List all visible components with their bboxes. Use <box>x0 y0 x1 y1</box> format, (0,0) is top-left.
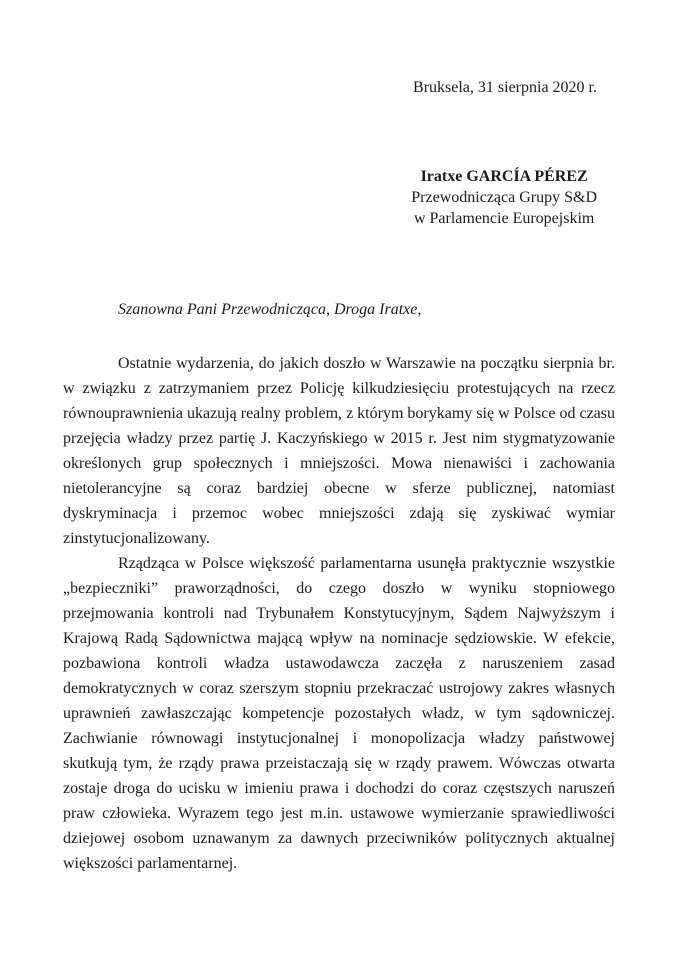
paragraph-2: Rządząca w Polsce większość parlamentarna usunęła praktycznie wszystkie „bezpieczniki” praworządności, do czego doszło w wyniku stopniowego przejmowania kontroli nad Trybunałem Konstytucyjnym, Sądem Najwyższym i Krajową Radą Sądownictwa mającą wpływ na nominacje sędziowskie. W efekcie, pozbawiona kontroli władza ustawodawcza zaczęła z naruszeniem zasad demokratycznych w coraz szerszym stopniu przekraczać ustrojowy zakres własnych uprawnień zawłaszczając kompetencje pozostałych władz, w tym sądowniczej. Zachwianie równowagi instytucjonalnej i monopolizacja władzy państwowej skutkują tym, że rządy prawa przeistaczają się w rządy prawem. Wówczas otwarta zostaje droga do ucisku w imieniu prawa i dochodzi do coraz częstszych naruszeń praw człowieka. Wyrazem tego jest m.in. ustawowe wymierzanie sprawiedliwości dziejowej osobom uznawanym za dawnych przeciwników politycznych aktualnej większości parlamentarnej. <box>63 555 615 872</box>
letter-body <box>63 351 615 876</box>
recipient-name: Iratxe GARCÍA PÉREZ <box>420 168 588 185</box>
recipient-block <box>411 166 597 229</box>
date-line: Bruksela, 31 sierpnia 2020 r. <box>413 79 597 96</box>
paragraph-1: Ostatnie wydarzenia, do jakich doszło w Warszawie na początku sierpnia br. w związku z zatrzymaniem przez Policję kilkudziesięciu protestujących na rzecz równouprawnienia ukazują realny problem, z którym borykamy się w Polsce od czasu przejęcia władzy przez partię J. Kaczyńskiego w 2015 r. Jest nim stygmatyzowanie określonych grup społecznych i mniejszości. Mowa nienawiści i zachowania nietolerancyjne są coraz bardziej obecne w sferze publicznej, natomiast dyskryminacja i przemoc wobec mniejszości zdają się zyskiwać wymiar zinstytucjonalizowany. <box>63 355 615 547</box>
salutation: Szanowna Pani Przewodnicząca, Droga Iratxe, <box>118 301 422 318</box>
recipient-organization: w Parlamencie Europejskim <box>413 210 595 227</box>
recipient-title: Przewodnicząca Grupy S&D <box>411 189 597 206</box>
